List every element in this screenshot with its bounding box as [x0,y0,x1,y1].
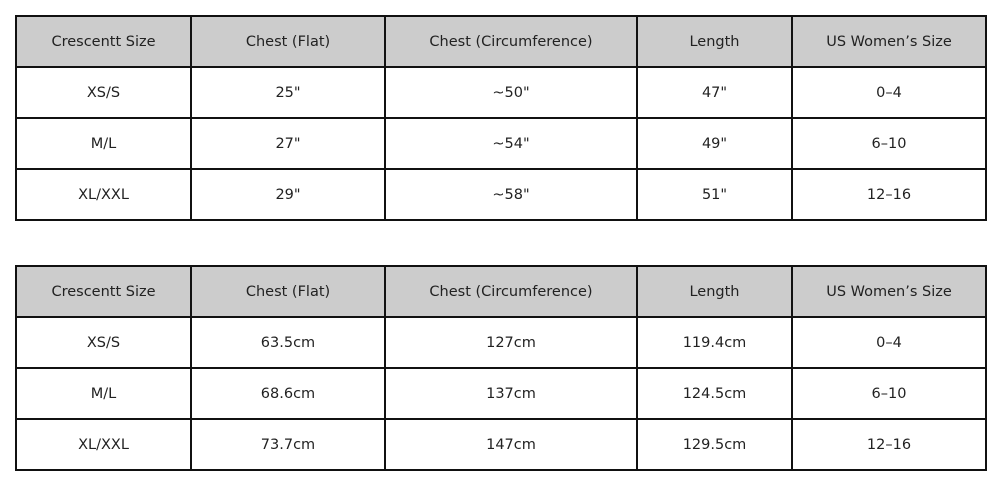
cell-us-womens-size: 0–4 [792,317,986,368]
header-chest-circumference: Chest (Circumference) [385,266,637,317]
table-row [16,67,986,118]
cell-size: M/L [16,118,191,169]
cell-chest-circumference: 137cm [385,368,637,419]
cell-length: 51" [637,169,792,220]
header-chest-flat: Chest (Flat) [191,266,385,317]
cell-length: 47" [637,67,792,118]
table-row [16,317,986,368]
header-us-womens-size: US Women’s Size [792,266,986,317]
cell-chest-circumference: 147cm [385,419,637,470]
cell-chest-flat: 25" [191,67,385,118]
header-chest-flat: Chest (Flat) [191,16,385,67]
cell-us-womens-size: 12–16 [792,419,986,470]
cell-length: 119.4cm [637,317,792,368]
cell-length: 129.5cm [637,419,792,470]
table-row [16,419,986,470]
cell-chest-circumference: ~58" [385,169,637,220]
size-chart-inches [15,15,987,221]
header-row [16,266,986,317]
cell-length: 49" [637,118,792,169]
header-row [16,16,986,67]
cell-chest-flat: 63.5cm [191,317,385,368]
cell-us-womens-size: 12–16 [792,169,986,220]
table-row [16,169,986,220]
cell-size: XL/XXL [16,169,191,220]
header-length: Length [637,16,792,67]
cell-chest-circumference: ~54" [385,118,637,169]
cell-us-womens-size: 6–10 [792,118,986,169]
table-row [16,118,986,169]
cell-size: XS/S [16,317,191,368]
cell-chest-circumference: ~50" [385,67,637,118]
cell-us-womens-size: 6–10 [792,368,986,419]
cell-length: 124.5cm [637,368,792,419]
cell-chest-flat: 73.7cm [191,419,385,470]
header-size: Crescentt Size [16,266,191,317]
cell-us-womens-size: 0–4 [792,67,986,118]
header-size: Crescentt Size [16,16,191,67]
table-row [16,368,986,419]
cell-size: XS/S [16,67,191,118]
cell-chest-flat: 68.6cm [191,368,385,419]
cell-size: XL/XXL [16,419,191,470]
cell-size: M/L [16,368,191,419]
header-us-womens-size: US Women’s Size [792,16,986,67]
cell-chest-flat: 29" [191,169,385,220]
header-chest-circumference: Chest (Circumference) [385,16,637,67]
header-length: Length [637,266,792,317]
cell-chest-flat: 27" [191,118,385,169]
cell-chest-circumference: 127cm [385,317,637,368]
size-chart-cm [15,265,987,471]
